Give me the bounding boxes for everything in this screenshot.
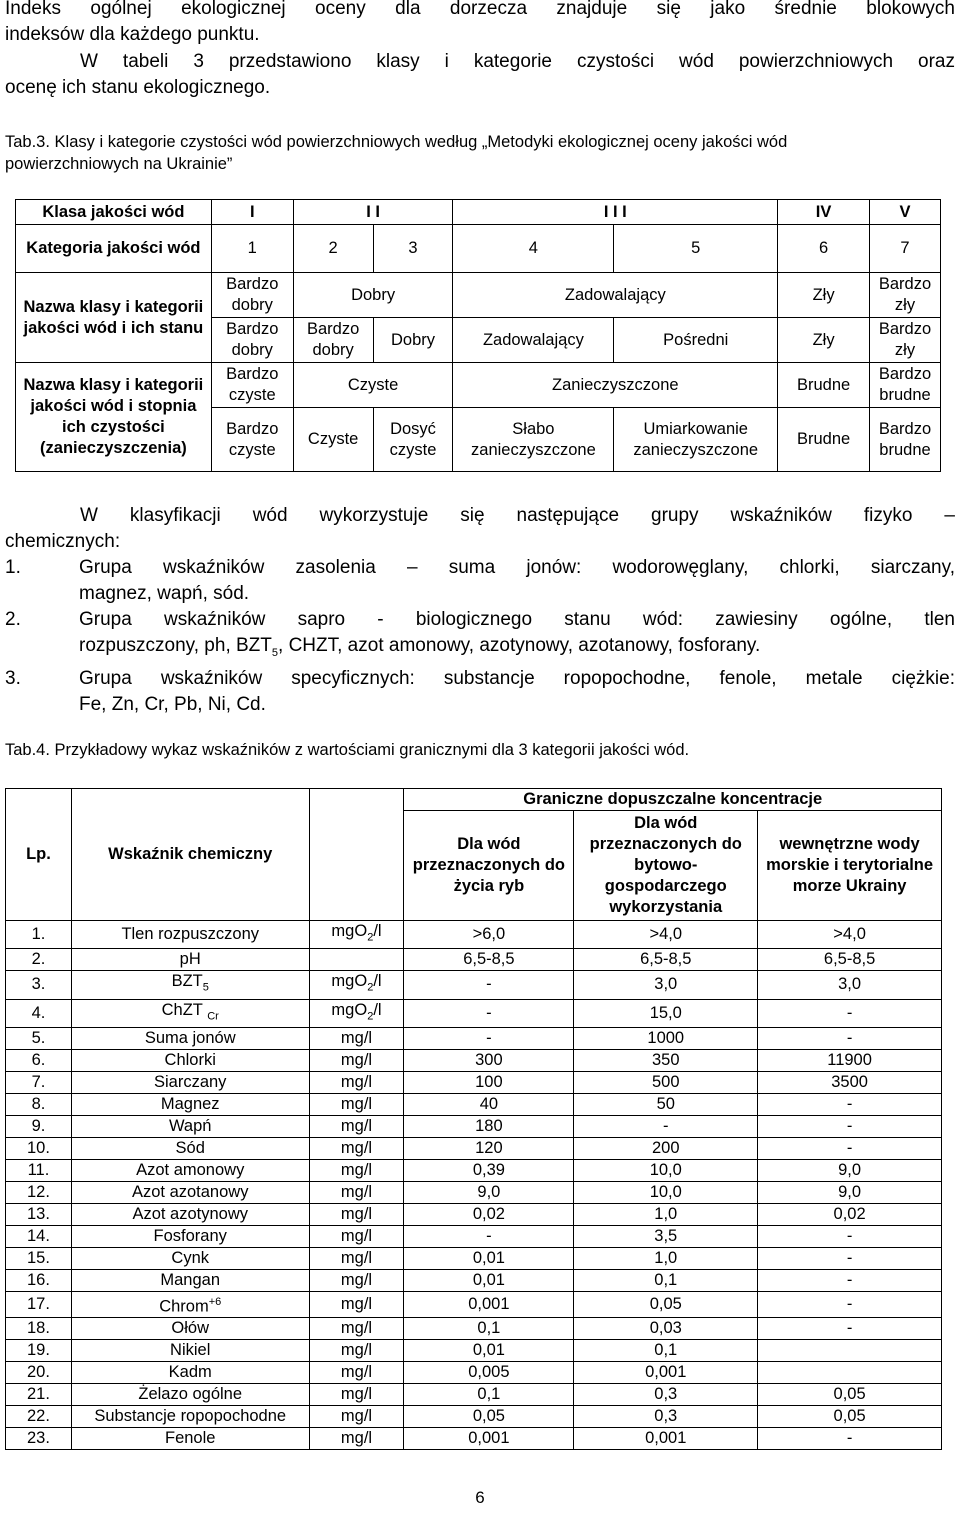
- cell-name: Azot azotanowy: [71, 1181, 309, 1203]
- cell-unit: mgO$_2$/l: [309, 921, 404, 949]
- table-row: [6, 1269, 942, 1291]
- cell-fish: 0,001: [404, 1291, 574, 1318]
- cell-lp: 18.: [6, 1318, 72, 1340]
- cell-name: pH: [71, 949, 309, 971]
- header-fish: Dla wód przeznaczonych do życia ryb: [404, 811, 574, 921]
- cell-sea: 0,02: [758, 1203, 942, 1225]
- cell-lp: 11.: [6, 1159, 72, 1181]
- cell-unit: mg/l: [309, 1225, 404, 1247]
- name-cell: Dobry: [293, 273, 453, 318]
- tab3-caption-line-1: Tab.3. Klasy i kategorie czystości wód powierzchniowych według „Metodyki ekologicznej oceny jakości wód: [5, 133, 788, 151]
- cell-dom: 15,0: [574, 999, 758, 1027]
- cell-sea: >4,0: [758, 921, 942, 949]
- cell-unit: mg/l: [309, 1115, 404, 1137]
- purity-cell: Zanieczyszczone: [453, 363, 778, 408]
- purity-cell: Czyste: [293, 363, 453, 408]
- cell-dom: 10,0: [574, 1181, 758, 1203]
- cell-dom: 0,3: [574, 1406, 758, 1428]
- cell-unit: mg/l: [309, 1291, 404, 1318]
- cell-dom: 3,0: [574, 971, 758, 999]
- class-row-header: Klasa jakości wód: [16, 200, 212, 225]
- table-row: [6, 1384, 942, 1406]
- purity-cell: Brudne: [778, 408, 870, 472]
- cell-unit: mg/l: [309, 1027, 404, 1049]
- water-class-table: [15, 199, 941, 472]
- class-cell: V: [870, 200, 941, 225]
- table-row: [6, 1406, 942, 1428]
- cell-fish: 0,1: [404, 1318, 574, 1340]
- indicator-rows: [6, 921, 942, 1450]
- cell-lp: 9.: [6, 1115, 72, 1137]
- cell-dom: >4,0: [574, 921, 758, 949]
- cell-unit: mg/l: [309, 1362, 404, 1384]
- class-cell: I I: [293, 200, 453, 225]
- cell-lp: 12.: [6, 1181, 72, 1203]
- cell-dom: 3,5: [574, 1225, 758, 1247]
- cell-name: Siarczany: [71, 1071, 309, 1093]
- cell-fish: 40: [404, 1093, 574, 1115]
- cell-fish: 180: [404, 1115, 574, 1137]
- cell-fish: 0,01: [404, 1269, 574, 1291]
- name-cell: Dobry: [373, 318, 453, 363]
- cell-dom: 200: [574, 1137, 758, 1159]
- purity-cell: Słabo zanieczyszczone: [453, 408, 614, 472]
- cell-dom: 0,05: [574, 1291, 758, 1318]
- name-cell: Bardzo zły: [870, 273, 941, 318]
- name-cell: Zadowalający: [453, 273, 778, 318]
- cell-unit: mg/l: [309, 1340, 404, 1362]
- cell-unit: mg/l: [309, 1181, 404, 1203]
- table-row: [6, 1340, 942, 1362]
- cell-sea: -: [758, 1225, 942, 1247]
- cell-lp: 5.: [6, 1027, 72, 1049]
- header-domestic: Dla wód przeznaczonych do bytowo-gospodarczego wykorzystania: [574, 811, 758, 921]
- cell-lp: 19.: [6, 1340, 72, 1362]
- table-row: [6, 1137, 942, 1159]
- cell-lp: 3.: [6, 971, 72, 999]
- name-cell: Bardzo dobry: [211, 273, 293, 318]
- category-row-header: Kategoria jakości wód: [16, 225, 212, 273]
- cell-sea: 3500: [758, 1071, 942, 1093]
- cell-name: Fenole: [71, 1428, 309, 1450]
- cell-sea: -: [758, 1269, 942, 1291]
- cell-name: Fosforany: [71, 1225, 309, 1247]
- cell-name: Ołów: [71, 1318, 309, 1340]
- cell-lp: 22.: [6, 1406, 72, 1428]
- cell-lp: 17.: [6, 1291, 72, 1318]
- cell-lp: 16.: [6, 1269, 72, 1291]
- header-sea: wewnętrzne wody morskie i terytorialne morze Ukrainy: [758, 811, 942, 921]
- cell-fish: 6,5-8,5: [404, 949, 574, 971]
- cell-name: Tlen rozpuszczony: [71, 921, 309, 949]
- cell-lp: 15.: [6, 1247, 72, 1269]
- cell-dom: 0,001: [574, 1428, 758, 1450]
- cell-name: ChZT $_{Cr}$: [71, 999, 309, 1027]
- list-item-text: Grupa wskaźników specyficznych: substancje ropopochodne, fenole, metale ciężkie: Fe, Zn, Cr, Pb, Ni, Cd.: [79, 667, 955, 715]
- cell-lp: 21.: [6, 1384, 72, 1406]
- list-item: [5, 666, 955, 718]
- cell-dom: 1,0: [574, 1247, 758, 1269]
- cell-name: Żelazo ogólne: [71, 1384, 309, 1406]
- intro-line-2: indeksów dla każdego punktu.: [5, 24, 260, 45]
- cell-name: Azot amonowy: [71, 1159, 309, 1181]
- table-row: [6, 1225, 942, 1247]
- category-cell: 7: [870, 225, 941, 273]
- cell-fish: 0,02: [404, 1203, 574, 1225]
- cell-unit: mg/l: [309, 1159, 404, 1181]
- cell-fish: 0,005: [404, 1362, 574, 1384]
- purity-cell: Bardzo brudne: [870, 363, 941, 408]
- cell-sea: 6,5-8,5: [758, 949, 942, 971]
- cell-fish: -: [404, 999, 574, 1027]
- intro-line-4: ocenę ich stanu ekologicznego.: [5, 77, 271, 98]
- cell-name: Chrom$^{+6}$: [71, 1291, 309, 1318]
- cell-name: Mangan: [71, 1269, 309, 1291]
- tab3-caption-line-2: powierzchniowych na Ukrainie”: [5, 155, 233, 173]
- cell-sea: -: [758, 999, 942, 1027]
- cell-fish: 0,39: [404, 1159, 574, 1181]
- classification-intro-1: W klasyfikacji wód wykorzystuje się następujące grupy wskaźników fizyko –: [80, 505, 955, 526]
- cell-dom: 6,5-8,5: [574, 949, 758, 971]
- cell-fish: 120: [404, 1137, 574, 1159]
- cell-unit: mg/l: [309, 1428, 404, 1450]
- table-row: [6, 1318, 942, 1340]
- class-cell: I I I: [453, 200, 778, 225]
- cell-sea: 11900: [758, 1049, 942, 1071]
- cell-sea: -: [758, 1428, 942, 1450]
- cell-fish: 300: [404, 1049, 574, 1071]
- cell-name: Magnez: [71, 1093, 309, 1115]
- name-cell: Pośredni: [614, 318, 778, 363]
- cell-sea: -: [758, 1137, 942, 1159]
- name-cell: Zadowalający: [453, 318, 614, 363]
- intro-line-1: Indeks ogólnej ekologicznej oceny dla dorzecza znajduje się jako średnie blokowych: [5, 0, 955, 19]
- cell-dom: 0,001: [574, 1362, 758, 1384]
- list-item-text: Grupa wskaźników sapro - biologicznego stanu wód: zawiesiny ogólne, tlen rozpuszczony, ph, $BZT_5$, CHZT, azot amonowy, azotynowy, azotanowy, fosforany.: [79, 609, 955, 659]
- cell-lp: 10.: [6, 1137, 72, 1159]
- cell-lp: 8.: [6, 1093, 72, 1115]
- purity-cell: Brudne: [778, 363, 870, 408]
- header-lp: Lp.: [6, 789, 72, 921]
- category-cell: 3: [373, 225, 453, 273]
- cell-lp: 20.: [6, 1362, 72, 1384]
- table-row: [6, 1071, 942, 1093]
- cell-dom: 0,3: [574, 1384, 758, 1406]
- cell-dom: 10,0: [574, 1159, 758, 1181]
- table-row: [6, 1159, 942, 1181]
- cell-unit: mg/l: [309, 1093, 404, 1115]
- cell-sea: [758, 1340, 942, 1362]
- cell-lp: 13.: [6, 1203, 72, 1225]
- indicator-limits-table: [5, 788, 942, 1450]
- indicator-group-list: [5, 555, 955, 718]
- category-cell: 6: [778, 225, 870, 273]
- cell-sea: 9,0: [758, 1159, 942, 1181]
- table-row: [6, 999, 942, 1027]
- cell-name: Wapń: [71, 1115, 309, 1137]
- cell-dom: 1,0: [574, 1203, 758, 1225]
- cell-unit: mg/l: [309, 1247, 404, 1269]
- cell-unit: mg/l: [309, 1203, 404, 1225]
- cell-lp: 1.: [6, 921, 72, 949]
- cell-unit: mg/l: [309, 1318, 404, 1340]
- table-row: [6, 1203, 942, 1225]
- cell-fish: 0,001: [404, 1428, 574, 1450]
- cell-unit: [309, 949, 404, 971]
- list-item-text: Grupa wskaźników zasolenia – suma jonów: wodorowęglany, chlorki, siarczany, magnez, wapń, sód.: [79, 557, 955, 604]
- cell-unit: mg/l: [309, 1406, 404, 1428]
- list-item-number: 1.: [5, 557, 21, 578]
- table-row: [6, 1049, 942, 1071]
- name-cell: Zły: [778, 273, 870, 318]
- cell-dom: 0,03: [574, 1318, 758, 1340]
- cell-fish: >6,0: [404, 921, 574, 949]
- purity-cell: Bardzo brudne: [870, 408, 941, 472]
- purity-row-header: Nazwa klasy i kategorii jakości wód i stopnia ich czystości (zanieczyszczenia): [16, 363, 212, 472]
- purity-cell: Umiarkowanie zanieczyszczone: [614, 408, 778, 472]
- purity-cell: Dosyć czyste: [373, 408, 453, 472]
- name-cell: Bardzo dobry: [293, 318, 373, 363]
- page-number: 6: [475, 1488, 485, 1507]
- cell-sea: -: [758, 1027, 942, 1049]
- cell-dom: -: [574, 1115, 758, 1137]
- cell-name: Nikiel: [71, 1340, 309, 1362]
- table-row: [6, 971, 942, 999]
- cell-lp: 23.: [6, 1428, 72, 1450]
- purity-cell: Bardzo czyste: [211, 408, 293, 472]
- cell-fish: 0,05: [404, 1406, 574, 1428]
- cell-fish: -: [404, 1225, 574, 1247]
- cell-lp: 2.: [6, 949, 72, 971]
- cell-sea: 9,0: [758, 1181, 942, 1203]
- table-row: [6, 949, 942, 971]
- name-row-header: Nazwa klasy i kategorii jakości wód i ich stanu: [16, 273, 212, 363]
- cell-unit: mgO$_2$/l: [309, 999, 404, 1027]
- cell-unit: mg/l: [309, 1071, 404, 1093]
- cell-dom: 50: [574, 1093, 758, 1115]
- cell-sea: -: [758, 1291, 942, 1318]
- cell-unit: mgO$_2$/l: [309, 971, 404, 999]
- category-cell: 1: [211, 225, 293, 273]
- cell-unit: mg/l: [309, 1269, 404, 1291]
- table-row: [6, 1027, 942, 1049]
- cell-fish: 9,0: [404, 1181, 574, 1203]
- purity-cell: Bardzo czyste: [211, 363, 293, 408]
- cell-sea: -: [758, 1115, 942, 1137]
- cell-sea: 0,05: [758, 1384, 942, 1406]
- cell-lp: 4.: [6, 999, 72, 1027]
- cell-fish: 0,1: [404, 1384, 574, 1406]
- header-concentration-group: Graniczne dopuszczalne koncentracje: [404, 789, 942, 811]
- classification-intro-2: chemicznych:: [5, 531, 121, 552]
- cell-unit: mg/l: [309, 1049, 404, 1071]
- cell-fish: -: [404, 971, 574, 999]
- cell-unit: mg/l: [309, 1384, 404, 1406]
- cell-name: Kadm: [71, 1362, 309, 1384]
- cell-dom: 0,1: [574, 1340, 758, 1362]
- cell-fish: 0,01: [404, 1340, 574, 1362]
- cell-fish: 0,01: [404, 1247, 574, 1269]
- table-row: [6, 1093, 942, 1115]
- category-cell: 2: [293, 225, 373, 273]
- cell-name: $BZT_5$: [71, 971, 309, 999]
- cell-sea: -: [758, 1318, 942, 1340]
- name-cell: Bardzo zły: [870, 318, 941, 363]
- table-row: [6, 921, 942, 949]
- table-row: [6, 1291, 942, 1318]
- table-row: [6, 1247, 942, 1269]
- cell-dom: 0,1: [574, 1269, 758, 1291]
- cell-name: Sód: [71, 1137, 309, 1159]
- header-indicator: Wskaźnik chemiczny: [71, 789, 309, 921]
- cell-sea: [758, 1362, 942, 1384]
- cell-sea: -: [758, 1093, 942, 1115]
- cell-fish: -: [404, 1027, 574, 1049]
- purity-cell: Czyste: [293, 408, 373, 472]
- table-row: [6, 1181, 942, 1203]
- class-cell: IV: [778, 200, 870, 225]
- list-item-number: 2.: [5, 609, 21, 630]
- cell-dom: 1000: [574, 1027, 758, 1049]
- table-row: [6, 1428, 942, 1450]
- table-row: [6, 1362, 942, 1384]
- cell-lp: 6.: [6, 1049, 72, 1071]
- cell-sea: 3,0: [758, 971, 942, 999]
- cell-sea: -: [758, 1247, 942, 1269]
- cell-lp: 7.: [6, 1071, 72, 1093]
- intro-line-3: W tabeli 3 przedstawiono klasy i kategorie czystości wód powierzchniowych oraz: [80, 51, 955, 72]
- name-cell: Zły: [778, 318, 870, 363]
- header-unit: [309, 789, 404, 921]
- list-item-number: 3.: [5, 667, 21, 689]
- list-item: [5, 607, 955, 666]
- list-item: [5, 555, 955, 607]
- cell-dom: 500: [574, 1071, 758, 1093]
- category-cell: 4: [453, 225, 614, 273]
- cell-name: Chlorki: [71, 1049, 309, 1071]
- cell-unit: mg/l: [309, 1137, 404, 1159]
- name-cell: Bardzo dobry: [211, 318, 293, 363]
- category-cell: 5: [614, 225, 778, 273]
- table-row: [6, 1115, 942, 1137]
- cell-dom: 350: [574, 1049, 758, 1071]
- cell-name: Suma jonów: [71, 1027, 309, 1049]
- cell-name: Cynk: [71, 1247, 309, 1269]
- tab4-caption: Tab.4. Przykładowy wykaz wskaźników z wartościami granicznymi dla 3 kategorii jakości wód.: [5, 741, 690, 759]
- cell-lp: 14.: [6, 1225, 72, 1247]
- class-cell: I: [211, 200, 293, 225]
- cell-name: Azot azotynowy: [71, 1203, 309, 1225]
- cell-fish: 100: [404, 1071, 574, 1093]
- cell-sea: 0,05: [758, 1406, 942, 1428]
- cell-name: Substancje ropopochodne: [71, 1406, 309, 1428]
